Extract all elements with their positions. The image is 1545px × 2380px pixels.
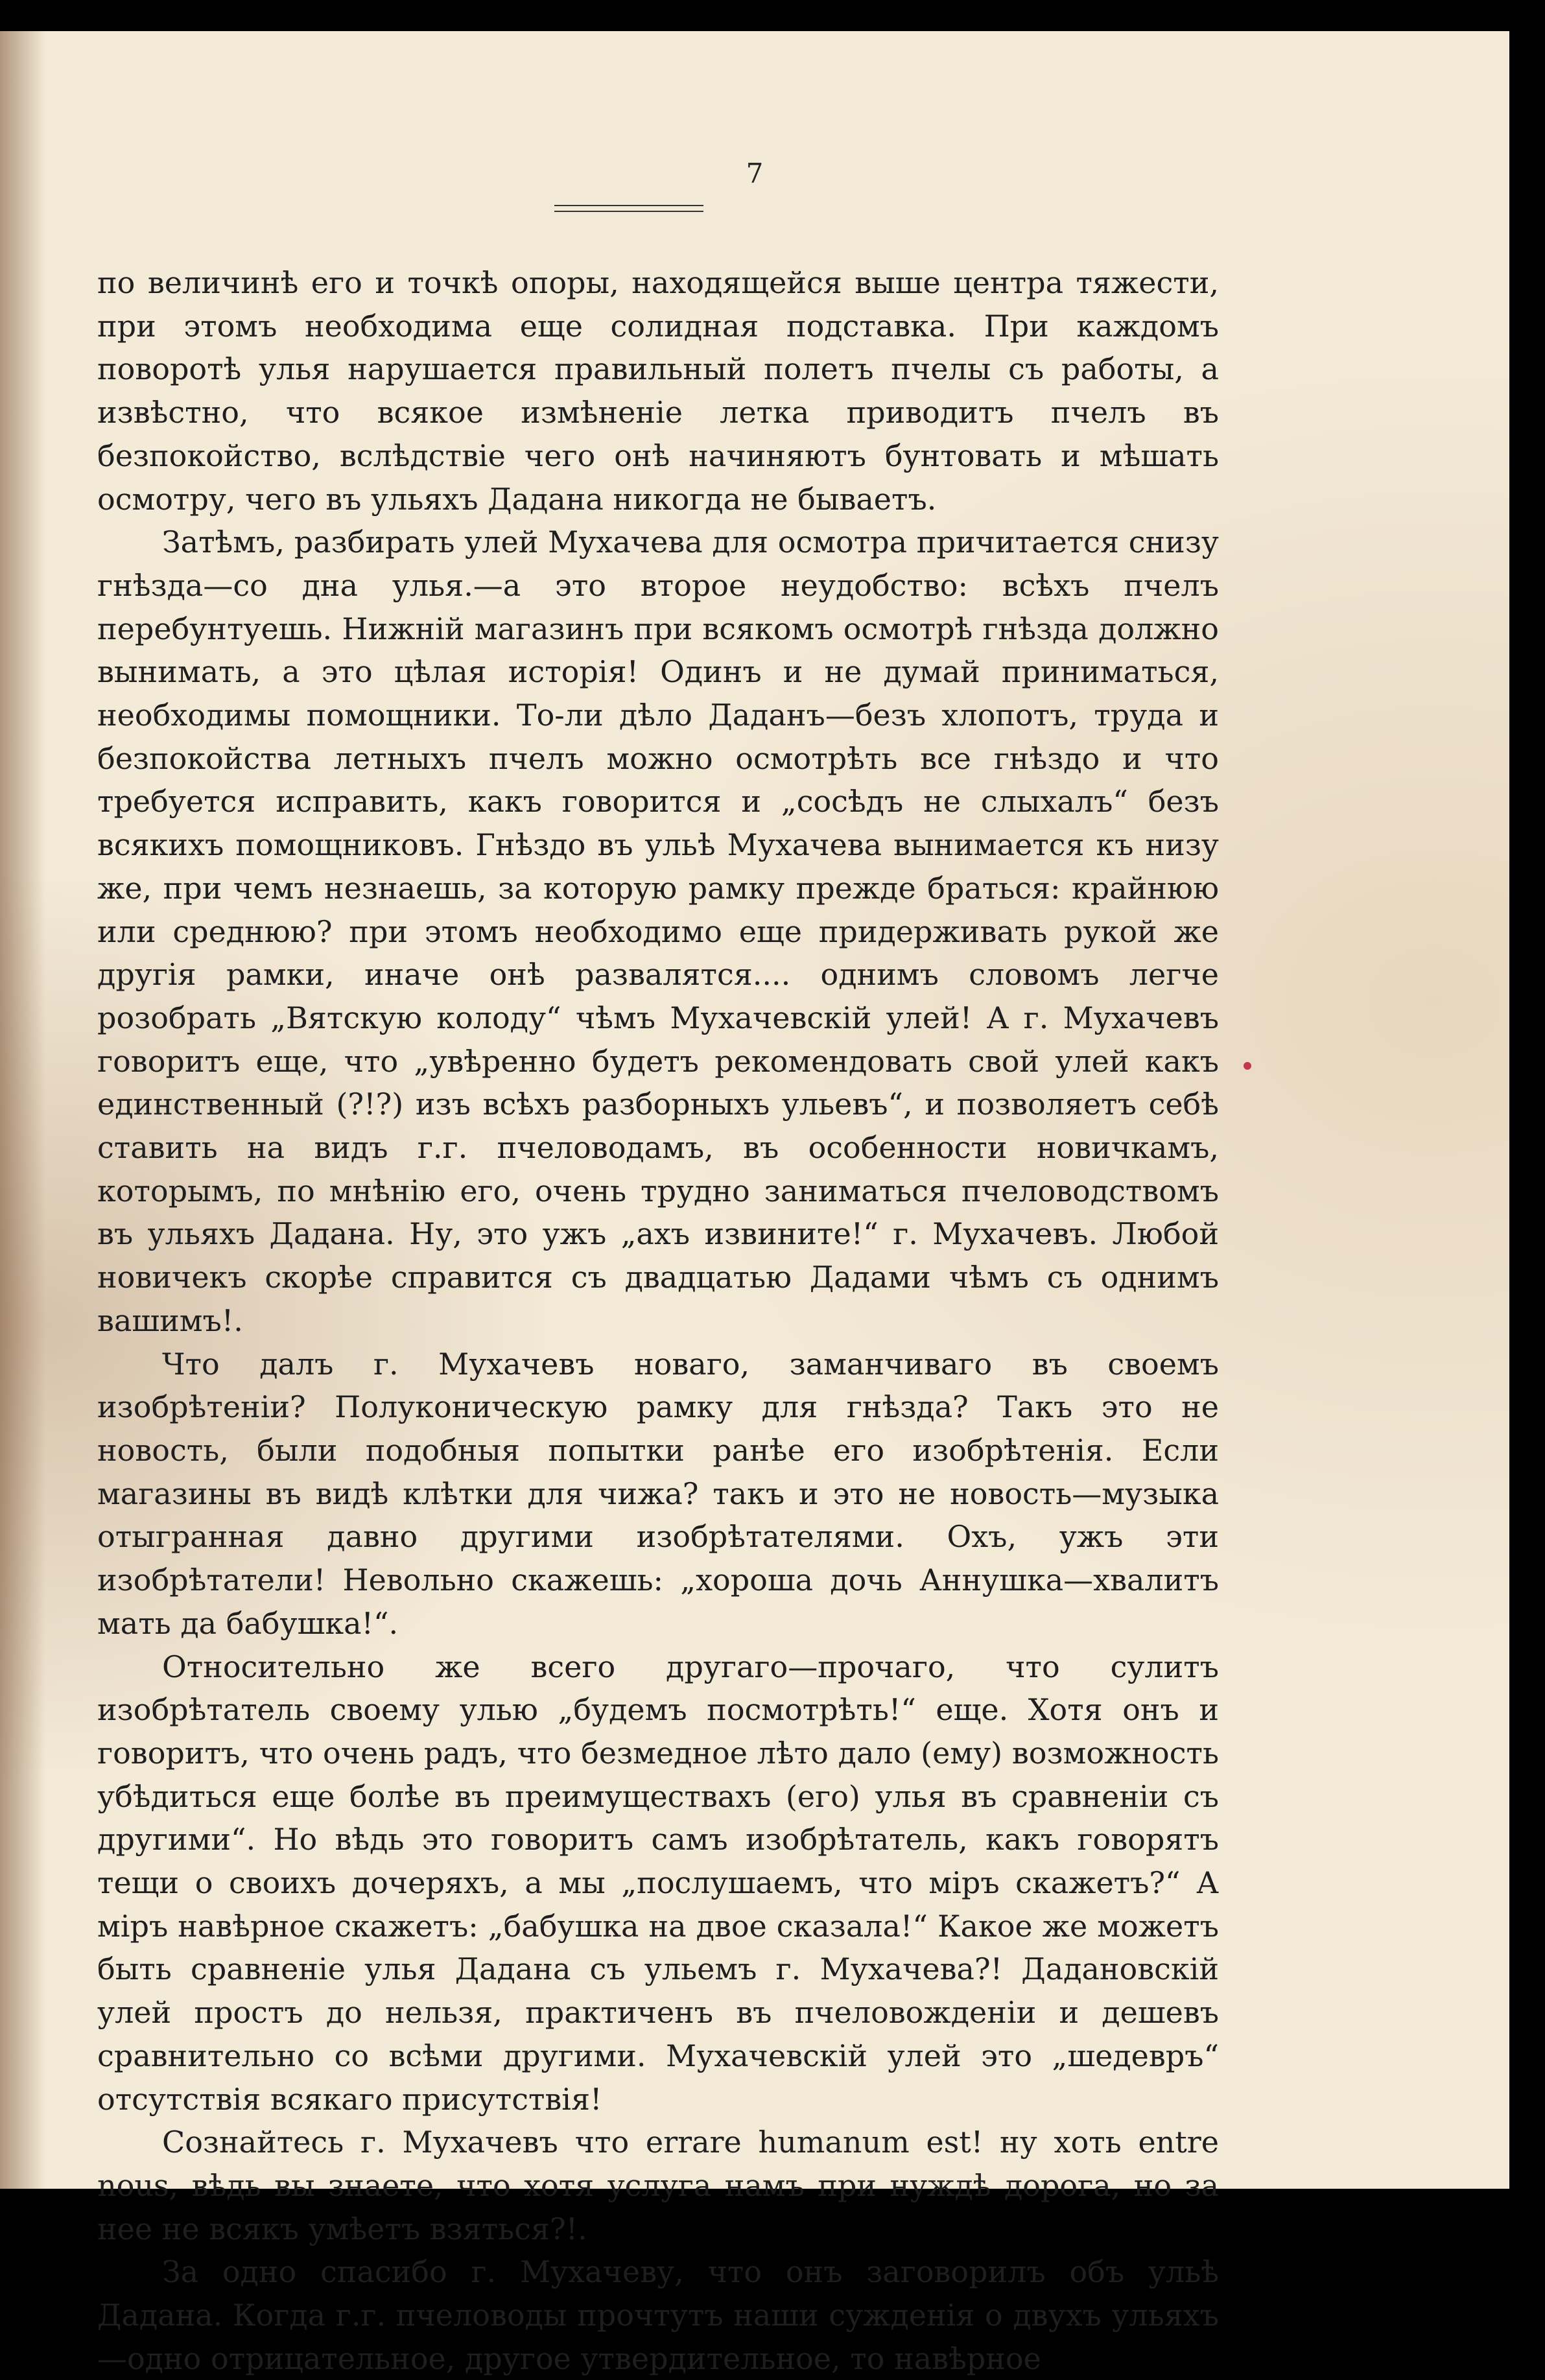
paragraph-6: За одно спасибо г. Мухачеву, что онъ заговорилъ объ ульѣ Дадана. Когда г.г. пчеловоды прочтутъ наши сужденія о двухъ ульяхъ—одно отрицательное, другое утвердительное, то навѣрное xyxy=(97,2254,1219,2376)
ink-dot-mark xyxy=(1244,1062,1251,1070)
page-number: 7 xyxy=(746,158,764,189)
paragraph-5: Сознайтесь г. Мухачевъ что errare humanum est! ну хоть entre nous, вѣдь вы знаете, что хотя услуга намъ при нуждѣ дорога, но за нее не всякъ умѣетъ взяться?!. xyxy=(97,2125,1219,2246)
paragraph-3: Что далъ г. Мухачевъ новаго, заманчиваго въ своемъ изобрѣтеніи? Полуконическую рамку для гнѣзда? Такъ это не новость, были подобныя попытки ранѣе его изобрѣтенія. Если магазины въ видѣ клѣтки для чижа? такъ и это не новость—музыка отыгранная давно другими изобрѣтателями. Охъ, ужъ эти изобрѣтатели! Невольно скажешь: „хороша дочь Аннушка—хвалитъ мать да бабушка!“. xyxy=(97,1346,1219,1641)
body-text xyxy=(97,261,1219,2380)
header-double-rule xyxy=(554,205,703,212)
paragraph-1: по величинѣ его и точкѣ опоры, находящейся выше центра тяжести, при этомъ необходима еще солидная подставка. При каждомъ поворотѣ улья нарушается правильный полетъ пчелы съ работы, а извѣстно, что всякое измѣненіе летка приводитъ пчелъ въ безпокойство, вслѣдствіе чего онѣ начиняютъ бунтовать и мѣшать осмотру, чего въ ульяхъ Дадана никогда не бываетъ. xyxy=(97,265,1219,517)
paragraph-4: Относительно же всего другаго—прочаго, что сулитъ изобрѣтатель своему улью „будемъ посмотрѣть!“ еще. Хотя онъ и говоритъ, что очень радъ, что безмедное лѣто дало (ему) возможность убѣдиться еще болѣе въ преимуществахъ (его) улья въ сравненіи съ другими“. Но вѣдь это говоритъ самъ изобрѣтатель, какъ говорятъ тещи о своихъ дочеряхъ, а мы „послушаемъ, что міръ скажетъ?“ А міръ навѣрное скажетъ: „бабушка на двое сказала!“ Какое же можетъ быть сравненіе улья Дадана съ ульемъ г. Мухачева?! Дадановскій улей простъ до нельзя, практиченъ въ пчеловожденіи и дешевъ сравнительно со всѣми другими. Мухачевскій улей это „шедевръ“ отсутствія всякаго присутствія! xyxy=(97,1649,1219,2117)
paragraph-2: Затѣмъ, разбирать улей Мухачева для осмотра причитается снизу гнѣзда—со дна улья.—а это второе неудобство: всѣхъ пчелъ перебунтуешь. Нижній магазинъ при всякомъ осмотрѣ гнѣзда должно вынимать, а это цѣлая исторія! Одинъ и не думай приниматься, необходимы помощники. То-ли дѣло Даданъ—безъ хлопотъ, труда и безпокойства летныхъ пчелъ можно осмотрѣть все гнѣздо и что требуется исправить, какъ говорится и „сосѣдъ не слыхалъ“ безъ всякихъ помощниковъ. Гнѣздо въ ульѣ Мухачева вынимается къ низу же, при чемъ незнаешь, за которую рамку прежде браться: крайнюю или среднюю? при этомъ необходимо еще придерживать рукой же другія рамки, иначе онѣ развалятся.... однимъ словомъ легче розобрать „Вятскую колоду“ чѣмъ Мухачевскій улей! А г. Мухачевъ говоритъ еще, что „увѣренно будетъ рекомендовать свой улей какъ единственный (?!?) изъ всѣхъ разборныхъ ульевъ“, и позволяетъ себѣ ставить на видъ г.г. пчеловодамъ, въ особенности новичкамъ, которымъ, по мнѣнію его, очень трудно заниматься пчеловодствомъ въ ульяхъ Дадана. Ну, это ужъ „ахъ извините!“ г. Мухачевъ. Любой новичекъ скорѣе справится съ двадцатью Дадами чѣмъ съ однимъ вашимъ!. xyxy=(97,524,1219,1338)
document-page xyxy=(0,31,1509,2376)
page-spine-shadow xyxy=(0,31,45,2189)
